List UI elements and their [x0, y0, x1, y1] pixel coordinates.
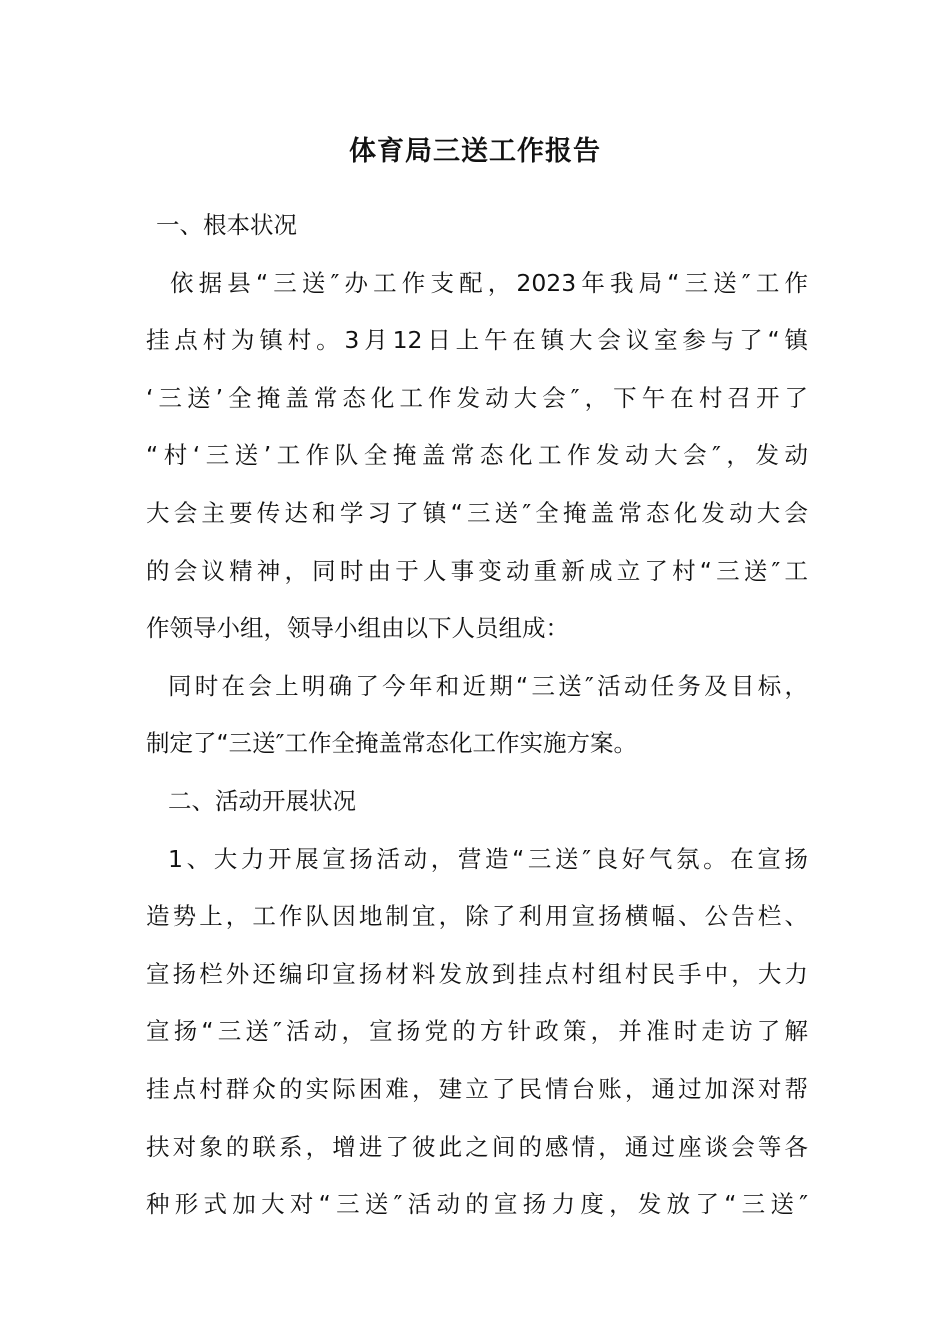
paragraph-line: 大会主要传达和学习了镇“三送″全掩盖常态化发动大会: [146, 498, 808, 527]
paragraph-line: 造势上，工作队因地制宜，除了利用宣扬横幅、公告栏、: [146, 902, 808, 931]
paragraph-line: “村‘三送’工作队全掩盖常态化工作发动大会″，发动: [146, 441, 808, 470]
paragraph-line: 依据县“三送″办工作支配，2023年我局“三送″工作: [170, 268, 808, 297]
section-heading: 二、活动开展状况: [168, 786, 356, 815]
paragraph-line: 挂点村群众的实际困难，建立了民情台账，通过加深对帮: [146, 1074, 808, 1103]
paragraph-line: 的会议精神，同时由于人事变动重新成立了村“三送″工: [146, 556, 808, 585]
paragraph-line: 宣扬“三送″活动，宣扬党的方针政策，并准时走访了解: [146, 1017, 808, 1046]
paragraph-line: 制定了“三送″工作全掩盖常态化工作实施方案。: [146, 729, 637, 758]
paragraph-line: 种形式加大对“三送″活动的宣扬力度，发放了“三送″: [146, 1190, 808, 1219]
paragraph-line: ‘三送’全掩盖常态化工作发动大会″，下午在村召开了: [146, 383, 808, 412]
paragraph-line: 作领导小组，领导小组由以下人员组成：: [146, 614, 569, 643]
paragraph-line: 宣扬栏外还编印宣扬材料发放到挂点村组村民手中，大力: [146, 959, 808, 988]
paragraph-line: 挂点村为镇村。3月12日上午在镇大会议室参与了“镇: [146, 326, 808, 355]
paragraph-line: 同时在会上明确了今年和近期“三送″活动任务及目标，: [168, 671, 808, 700]
section-heading: 一、根本状况: [156, 211, 297, 239]
document-body: [146, 197, 808, 1234]
paragraph-line: 1、大力开展宣扬活动，营造“三送″良好气氛。在宣扬: [168, 844, 808, 873]
document-title: 体育局三送工作报告: [349, 136, 601, 167]
paragraph-line: 扶对象的联系，增进了彼此之间的感情，通过座谈会等各: [146, 1132, 808, 1161]
